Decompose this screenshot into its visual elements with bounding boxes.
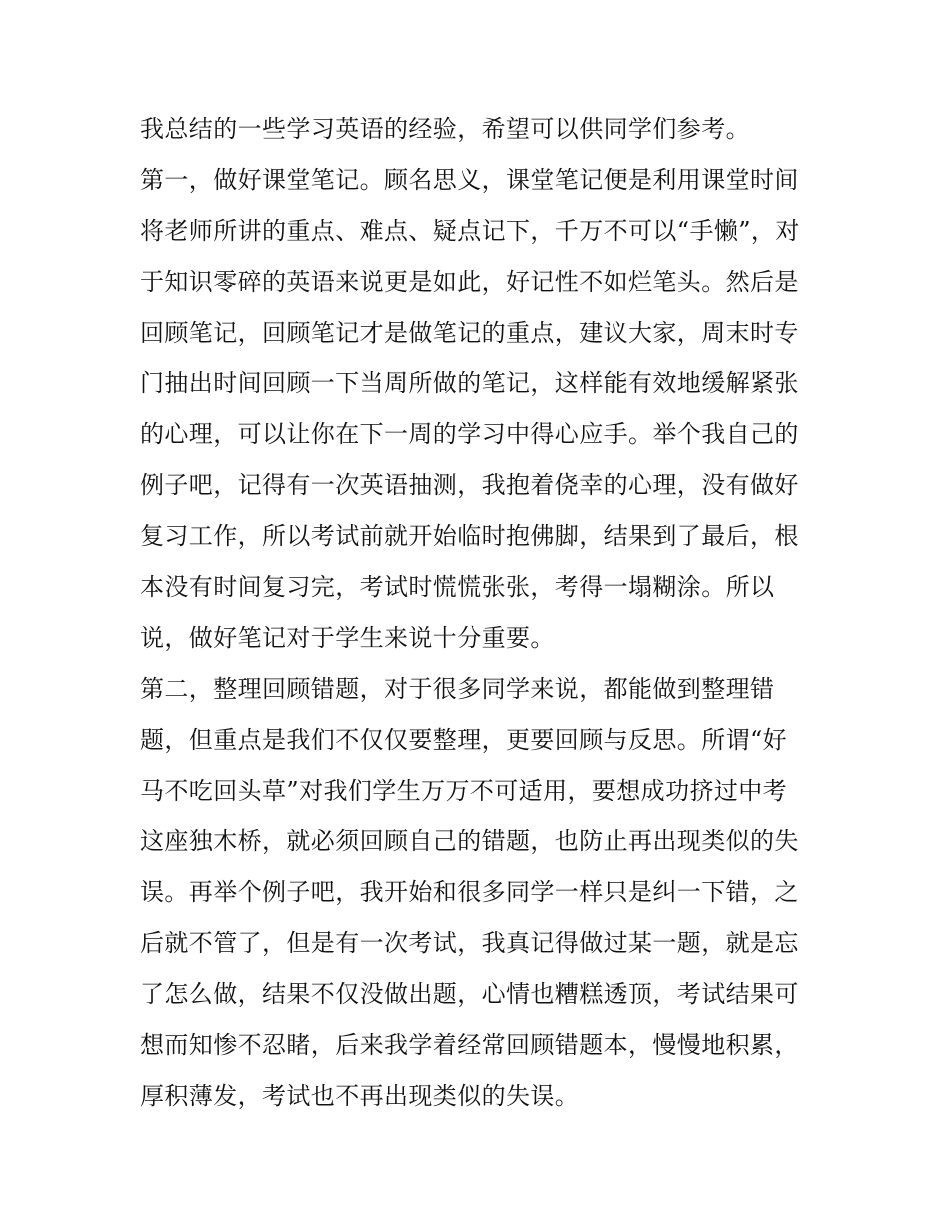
- text-line: 复习工作，所以考试前就开始临时抱佛脚，结果到了最后，根: [140, 522, 799, 551]
- text-line: 说，做好笔记对于学生来说十分重要。: [140, 623, 555, 652]
- text-line: 将老师所讲的重点、难点、疑点记下，千万不可以“手懒”，对: [140, 216, 800, 245]
- text-line: 题，但重点是我们不仅仅要整理，更要回顾与反思。所谓“好: [140, 725, 788, 754]
- text-line: 回顾笔记，回顾笔记才是做笔记的重点，建议大家，周末时专: [140, 318, 799, 347]
- text-line: 这座独木桥，就必须回顾自己的错题，也防止再出现类似的失: [140, 827, 799, 856]
- text-line: 第二，整理回顾错题，对于很多同学来说，都能做到整理错: [140, 674, 775, 703]
- text-line: 第一，做好课堂笔记。顾名思义，课堂笔记便是利用课堂时间: [140, 165, 799, 194]
- text-line: 后就不管了，但是有一次考试，我真记得做过某一题，就是忘: [140, 929, 799, 958]
- text-line: 本没有时间复习完，考试时慌慌张张，考得一塌糊涂。所以: [140, 573, 775, 602]
- text-line: 的心理，可以让你在下一周的学习中得心应手。举个我自己的: [140, 420, 799, 449]
- document-body: [140, 104, 815, 1122]
- text-line: 想而知惨不忍睹，后来我学着经常回顾错题本，慢慢地积累，: [140, 1031, 799, 1060]
- text-line: 门抽出时间回顾一下当周所做的笔记，这样能有效地缓解紧张: [140, 369, 799, 398]
- text-line: 误。再举个例子吧，我开始和很多同学一样只是纠一下错，之: [140, 878, 799, 907]
- text-line: 厚积薄发，考试也不再出现类似的失误。: [140, 1081, 580, 1110]
- text-line: 例子吧，记得有一次英语抽测，我抱着侥幸的心理，没有做好: [140, 471, 799, 500]
- text-line: 马不吃回头草”对我们学生万万不可适用，要想成功挤过中考: [140, 776, 788, 805]
- text-line: 我总结的一些学习英语的经验，希望可以供同学们参考。: [140, 115, 750, 143]
- text-line: 了怎么做，结果不仅没做出题，心情也糟糕透顶，考试结果可: [140, 980, 799, 1009]
- text-line: 于知识零碎的英语来说更是如此，好记性不如烂笔头。然后是: [140, 267, 799, 296]
